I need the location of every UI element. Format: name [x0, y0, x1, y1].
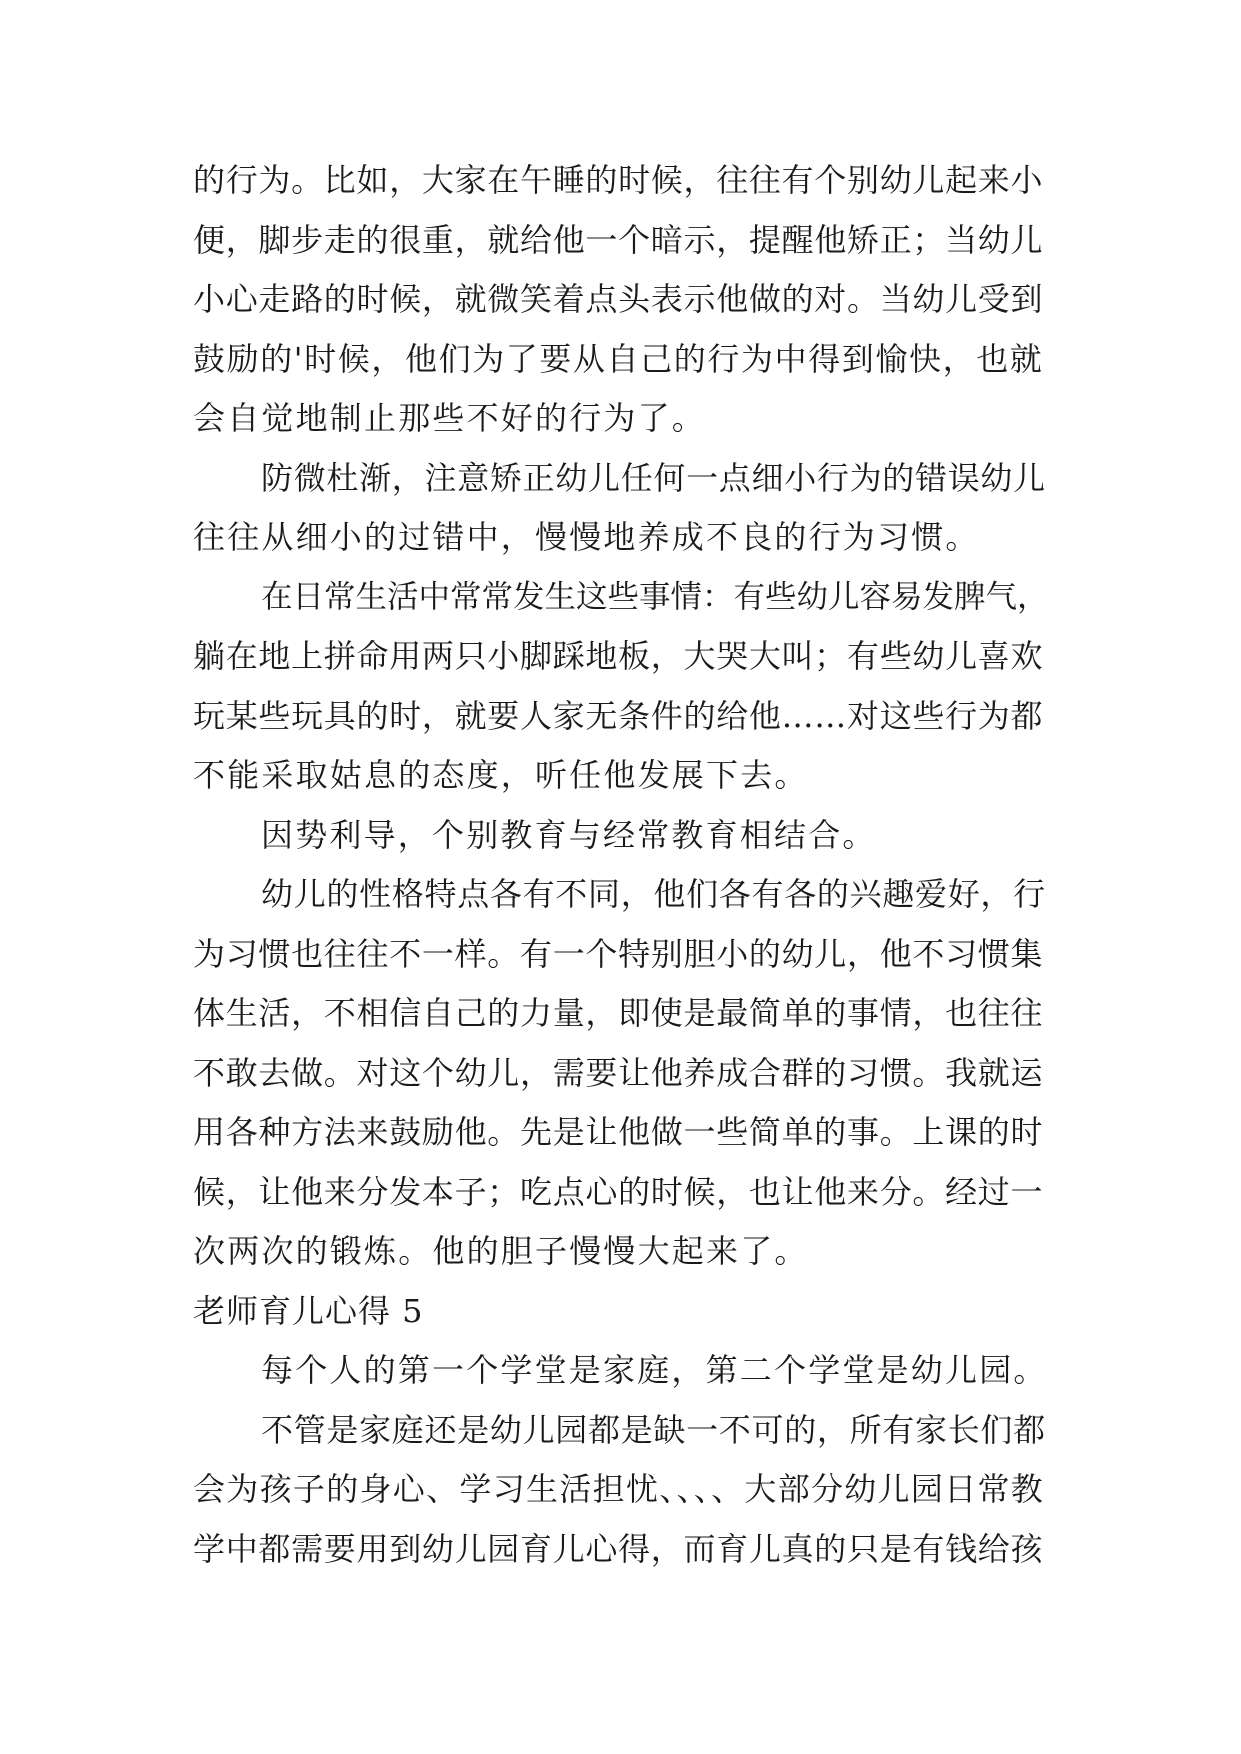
paragraph-1	[193, 151, 1051, 449]
document-body	[193, 151, 1051, 1579]
text-line: 便，脚步走的很重，就给他一个暗示，提醒他矫正；当幼儿	[193, 220, 1044, 259]
text-line: 玩某些玩具的时，就要人家无条件的给他……对这些行为都	[193, 696, 1044, 735]
text-line: 往往从细小的过错中，慢慢地养成不良的行为习惯。	[193, 518, 980, 556]
text-line: 次两次的锻炼。他的胆子慢慢大起来了。	[193, 1232, 809, 1270]
text-line: 因势利导，个别教育与经常教育相结合。	[261, 815, 877, 854]
text-line: 候，让他来分发本子；吃点心的时候，也让他来分。经过一	[193, 1172, 1044, 1211]
text-line: 防微杜渐，注意矫正幼儿任何一点细小行为的错误幼儿	[261, 458, 1046, 497]
text-line: 的行为。比如，大家在午睡的时候，往往有个别幼儿起来小	[193, 161, 1044, 199]
text-line: 鼓励的'时候，他们为了要从自己的行为中得到愉快，也就	[193, 339, 1044, 378]
text-line: 会为孩子的身心、学习生活担忧、、、、大部分幼儿园日常教	[193, 1470, 1045, 1508]
paragraph-6	[193, 1341, 1051, 1401]
text-line: 不能采取姑息的态度，听任他发展下去。	[193, 756, 809, 794]
text-line: 不敢去做。对这个幼儿，需要让他养成合群的习惯。我就运	[193, 1053, 1044, 1092]
text-line: 在日常生活中常常发生这些事情：有些幼儿容易发脾气，	[261, 578, 1049, 615]
text-line: 用各种方法来鼓励他。先是让他做一些简单的事。上课的时	[193, 1113, 1044, 1151]
paragraph-2	[193, 449, 1051, 568]
text-line: 躺在地上拼命用两只小脚踩地板，大哭大叫；有些幼儿喜欢	[193, 637, 1044, 675]
text-line: 会自觉地制止那些不好的行为了。	[193, 399, 707, 437]
text-line: 学中都需要用到幼儿园育儿心得，而育儿真的只是有钱给孩	[193, 1529, 1044, 1568]
section-heading: 老师育儿心得 5	[193, 1291, 424, 1330]
paragraph-4	[193, 806, 1051, 866]
text-line: 不管是家庭还是幼儿园都是缺一不可的，所有家长们都	[261, 1410, 1046, 1449]
text-line: 为习惯也往往不一样。有一个特别胆小的幼儿，他不习惯集	[193, 934, 1044, 973]
paragraph-3	[193, 568, 1051, 806]
text-line: 体生活，不相信自己的力量，即使是最简单的事情，也往往	[193, 994, 1044, 1032]
text-line: 每个人的第一个学堂是家庭，第二个学堂是幼儿园。	[261, 1351, 1048, 1389]
paragraph-5	[193, 865, 1051, 1282]
paragraph-7	[193, 1401, 1051, 1580]
text-line: 幼儿的性格特点各有不同，他们各有各的兴趣爱好，行	[261, 875, 1046, 913]
text-line: 小心走路的时候，就微笑着点头表示他做的对。当幼儿受到	[193, 280, 1044, 318]
